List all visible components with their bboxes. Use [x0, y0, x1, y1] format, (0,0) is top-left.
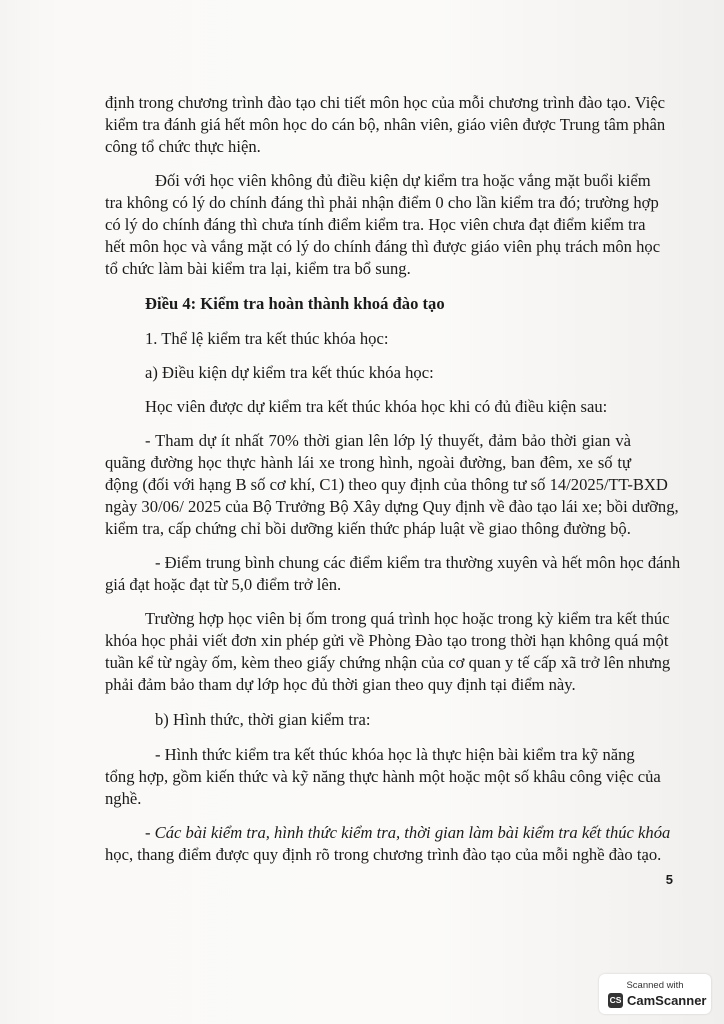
bullet-line: học, thang điểm được quy định rõ trong chương trình đào tạo của mỗi nghề đào tạo. [105, 845, 662, 864]
page-number: 5 [665, 872, 673, 887]
bullet-line: - Các bài kiểm tra, hình thức kiểm tra, thời gian làm bài kiểm tra kết thúc khóa [145, 823, 671, 842]
paragraph-line: định trong chương trình đào tạo chi tiết môn học của mỗi chương trình đào tạo. Việc [105, 93, 666, 112]
subheading: b) Hình thức, thời gian kiểm tra: [155, 710, 371, 729]
paragraph-line: Trường hợp học viên bị ốm trong quá trình học hoặc trong kỳ kiểm tra kết thúc [145, 609, 670, 628]
bullet-line: quãng đường học thực hành lái xe trong hình, ngoài đường, ban đêm, xe số tự [105, 453, 631, 472]
bullet-line: - Tham dự ít nhất 70% thời gian lên lớp lý thuyết, đảm bảo thời gian và [145, 431, 631, 450]
paragraph-line: Đối với học viên không đủ điều kiện dự kiểm tra hoặc vắng mặt buổi kiểm [155, 171, 651, 190]
paragraph-line: khóa học phải viết đơn xin phép gửi về Phòng Đào tạo trong thời hạn không quá một [105, 631, 669, 650]
paragraph-line: kiểm tra đánh giá hết môn học do cán bộ, nhân viên, giáo viên được Trung tâm phân [105, 115, 666, 134]
paragraph-line: hết môn học và vắng mặt có lý do chính đáng thì được giáo viên phụ trách môn học [105, 237, 661, 256]
subheading: 1. Thể lệ kiểm tra kết thúc khóa học: [145, 329, 389, 348]
bullet-line: - Điểm trung bình chung các điểm kiểm tra thường xuyên và hết môn học đánh [155, 553, 681, 572]
badge-brand: CamScanner [627, 993, 707, 1008]
paragraph-line: tổ chức làm bài kiểm tra lại, kiểm tra bổ sung. [105, 259, 411, 278]
bullet-line: ngày 30/06/ 2025 của Bộ Trưởng Bộ Xây dựng Quy định về đào tạo lái xe; bồi dưỡng, [105, 497, 679, 516]
paragraph-line: công tổ chức thực hiện. [105, 137, 261, 156]
camscanner-badge [599, 974, 711, 1014]
bullet-line: động (đối với hạng B số cơ khí, C1) theo quy định của thông tư số 14/2025/TT-BXD [105, 475, 668, 494]
paragraph-line: có lý do chính đáng thì chưa tính điểm kiểm tra. Học viên chưa đạt điểm kiểm tra [105, 215, 646, 234]
bullet-line: kiểm tra, cấp chứng chỉ bồi dưỡng kiến thức pháp luật về giao thông đường bộ. [105, 519, 631, 538]
bullet-line: tổng hợp, gồm kiến thức và kỹ năng thực hành một hoặc một số khâu công việc của [105, 767, 661, 786]
bullet-line: - Hình thức kiểm tra kết thúc khóa học là thực hiện bài kiểm tra kỹ năng [155, 745, 635, 764]
paragraph-line: Học viên được dự kiểm tra kết thúc khóa học khi có đủ điều kiện sau: [145, 397, 608, 416]
camscanner-logo-icon: CS [608, 993, 623, 1008]
bullet-line: giá đạt hoặc đạt từ 5,0 điểm trở lên. [105, 575, 342, 594]
badge-caption: Scanned with [626, 980, 684, 991]
section-heading: Điều 4: Kiểm tra hoàn thành khoá đào tạo [145, 294, 445, 313]
bullet-line: nghề. [105, 789, 142, 808]
paragraph-line: tuần kể từ ngày ốm, kèm theo giấy chứng nhận của cơ quan y tế cấp xã trở lên nhưng [105, 653, 671, 672]
subheading: a) Điều kiện dự kiểm tra kết thúc khóa học: [145, 363, 434, 382]
paragraph-line: tra không có lý do chính đáng thì phải nhận điểm 0 cho lần kiểm tra đó; trường hợp [105, 193, 659, 212]
paragraph-line: phải đảm bảo tham dự lớp học đủ thời gian theo quy định tại điểm này. [105, 675, 576, 694]
